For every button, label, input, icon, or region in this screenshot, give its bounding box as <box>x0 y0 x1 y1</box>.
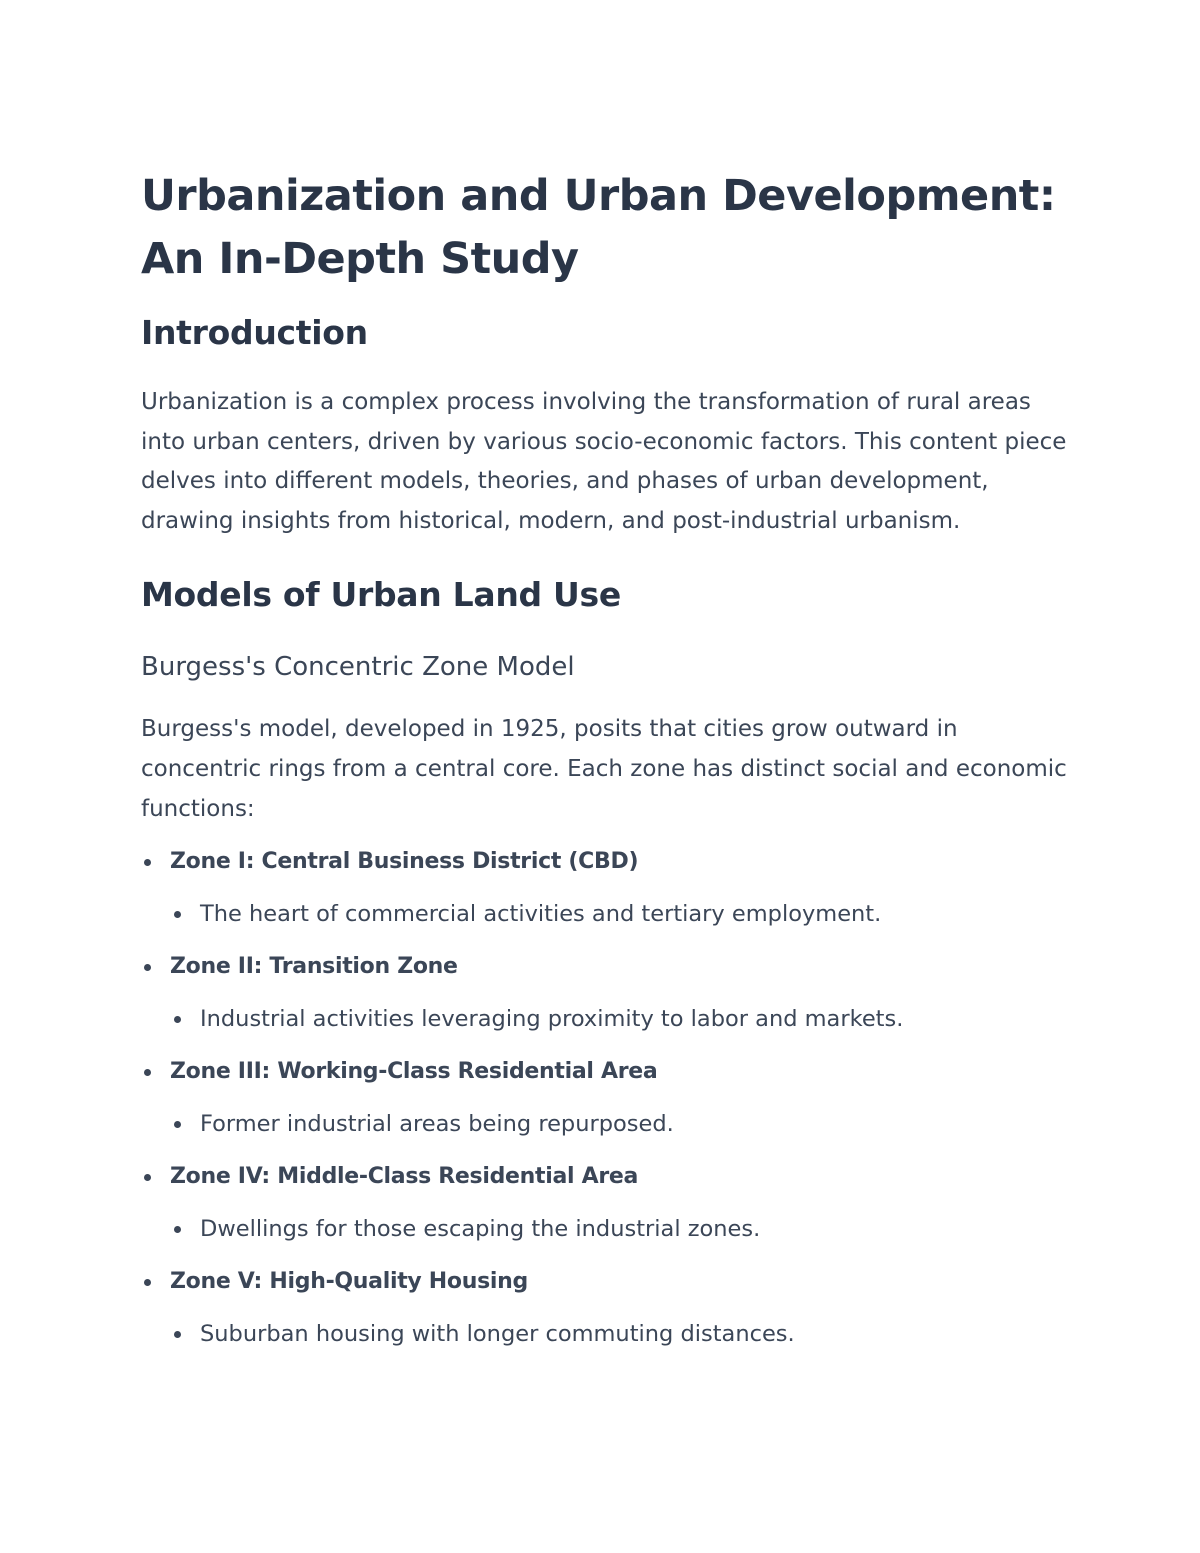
zone-description <box>141 1000 1071 1038</box>
zone-title-text: Zone I: Central Business District (CBD) <box>170 849 639 875</box>
bullet-icon <box>144 859 151 866</box>
zone-title-text: Zone III: Working-Class Residential Area <box>170 1059 658 1085</box>
zone-description-text: Suburban housing with longer commuting distances. <box>200 1321 795 1348</box>
bullet-icon <box>174 1016 181 1023</box>
list-item <box>141 948 1071 1038</box>
zone-title <box>141 948 1071 986</box>
zone-description-text: Former industrial areas being repurposed. <box>200 1111 674 1138</box>
zone-description-text: Dwellings for those escaping the industrial zones. <box>200 1216 761 1243</box>
bullet-icon <box>144 1069 151 1076</box>
bullet-icon <box>144 1279 151 1286</box>
bullet-icon <box>174 1226 181 1233</box>
zone-title-text: Zone II: Transition Zone <box>170 954 458 980</box>
bullet-icon <box>174 1331 181 1338</box>
list-item <box>141 1053 1071 1143</box>
zone-list <box>141 843 1071 1353</box>
models-heading: Models of Urban Land Use <box>141 575 621 615</box>
burgess-paragraph: Burgess's model, developed in 1925, posits that cities grow outward in concentric rings from a central core. Each zone has distinct social and economic functions: <box>141 716 1067 822</box>
zone-description <box>141 1105 1071 1143</box>
zone-description-text: Industrial activities leveraging proximity to labor and markets. <box>200 1006 904 1033</box>
document-title: Urbanization and Urban Development: An In-Depth Study <box>141 171 1056 284</box>
zone-title <box>141 1053 1071 1091</box>
zone-description <box>141 1315 1071 1353</box>
burgess-heading: Burgess's Concentric Zone Model <box>141 652 575 683</box>
zone-description-text: The heart of commercial activities and tertiary employment. <box>200 901 882 928</box>
bullet-icon <box>174 911 181 918</box>
list-item <box>141 1263 1071 1353</box>
zone-title <box>141 1158 1071 1196</box>
introduction-paragraph: Urbanization is a complex process involving the transformation of rural areas into urban centers, driven by various socio-economic factors. This content piece delves into different models, theories, and phases of urban development, drawing insights from historical, modern, and post-industrial urbanism. <box>141 389 1067 534</box>
list-item <box>141 843 1071 933</box>
bullet-icon <box>174 1121 181 1128</box>
list-item <box>141 1158 1071 1248</box>
zone-title-text: Zone V: High-Quality Housing <box>170 1269 528 1295</box>
bullet-icon <box>144 964 151 971</box>
bullet-icon <box>144 1174 151 1181</box>
document-page <box>141 165 1071 1368</box>
zone-description <box>141 1210 1071 1248</box>
zone-description <box>141 895 1071 933</box>
zone-title-text: Zone IV: Middle-Class Residential Area <box>170 1164 639 1190</box>
zone-title <box>141 1263 1071 1301</box>
introduction-heading: Introduction <box>141 313 368 352</box>
zone-title <box>141 843 1071 881</box>
